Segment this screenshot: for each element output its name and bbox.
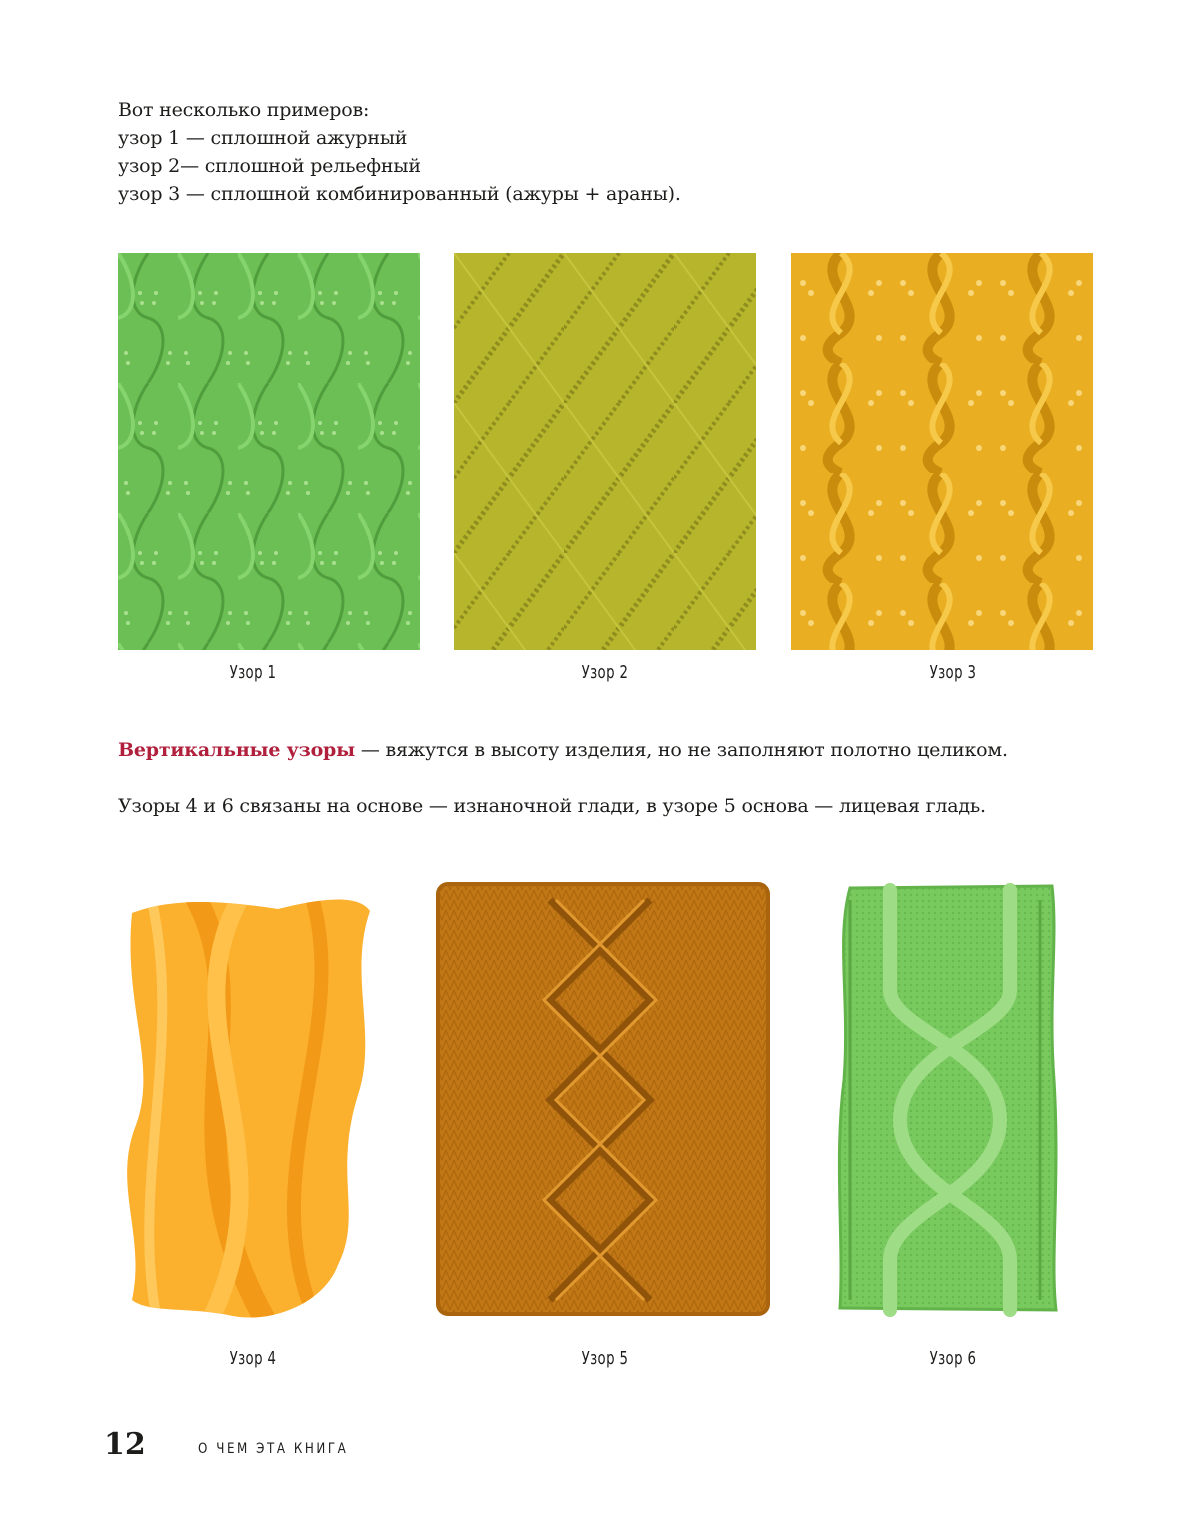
swatch-caption-4: Узор 4	[229, 1348, 277, 1369]
swatch-caption-3: Узор 3	[929, 662, 977, 683]
swatch-image-5	[430, 880, 775, 1320]
swatch-image-4	[118, 885, 378, 1325]
vertical-patterns-term: Вертикальные узоры	[118, 739, 355, 761]
intro-line-1: Вот несколько примеров:	[118, 99, 370, 121]
swatch-image-3	[791, 253, 1093, 650]
page-number: 12	[104, 1427, 146, 1462]
running-title: О ЧЕМ ЭТА КНИГА	[198, 1441, 349, 1457]
intro-line-4: узор 3 — сплошной комбинированный (ажуры + араны).	[118, 183, 681, 205]
swatch-caption-2: Узор 2	[581, 662, 629, 683]
swatch-image-2	[454, 253, 756, 650]
swatch-caption-6: Узор 6	[929, 1348, 977, 1369]
vertical-patterns-text: — вяжутся в высоту изделия, но не заполняют полотно целиком.	[354, 739, 1008, 761]
swatch-image-1	[118, 253, 420, 650]
intro-line-2: узор 1 — сплошной ажурный	[118, 127, 408, 149]
swatch-caption-5: Узор 5	[581, 1348, 629, 1369]
vertical-patterns-definition	[118, 739, 1008, 761]
intro-text	[118, 96, 681, 208]
vertical-patterns-note: Узоры 4 и 6 связаны на основе — изнаночной глади, в узоре 5 основа — лицевая гладь.	[118, 795, 986, 817]
swatch-image-6	[830, 880, 1070, 1320]
swatch-caption-1: Узор 1	[229, 662, 277, 683]
intro-line-3: узор 2— сплошной рельефный	[118, 155, 421, 177]
